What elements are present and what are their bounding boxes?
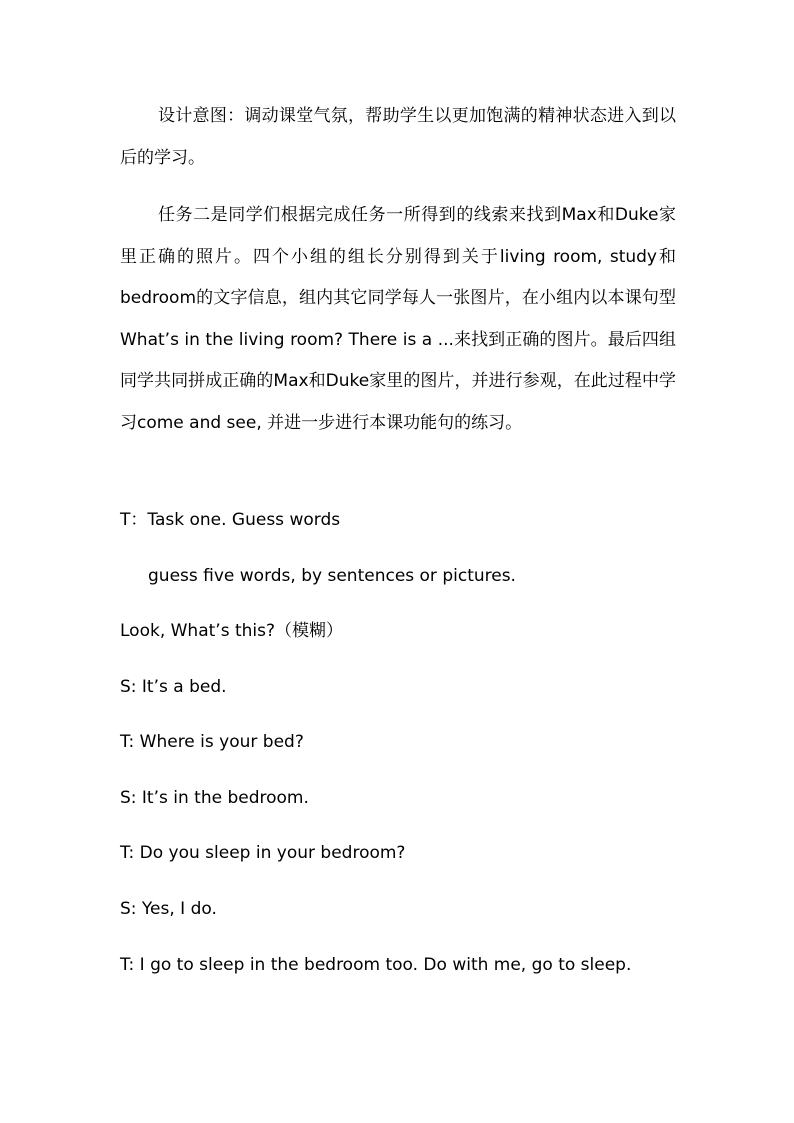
dialogue-line-5: T: Where is your bed? — [120, 732, 304, 752]
dialogue-line-9: T: I go to sleep in the bedroom too. Do with me, go to sleep. — [120, 955, 632, 975]
dialogue-line-1: T：Task one. Guess words — [120, 510, 341, 530]
task-two-paragraph: 任务二是同学们根据完成任务一所得到的线索来找到Max和Duke家里正确的照片。四个小组的组长分别得到关于living room, study和bedroom的文字信息，组内其它同学每人一张图片，在小组内以本课句型What’s in the living room? There is a ...来找到正确的图片。最后四组同学共同拼成正确的Max和Duke家里的图片，并进行参观，在此过程中学习come and see, 并进一步进行本课功能句的练习。 — [120, 205, 676, 433]
dialogue-line-8: S: Yes, I do. — [120, 899, 217, 919]
design-intent-paragraph: 设计意图：调动课堂气氛，帮助学生以更加饱满的精神状态进入到以后的学习。 — [120, 106, 676, 168]
dialogue-line-6: S: It’s in the bedroom. — [120, 788, 309, 808]
dialogue-line-2: guess five words, by sentences or pictures. — [148, 566, 516, 586]
dialogue-line-4: S: It’s a bed. — [120, 677, 227, 697]
dialogue-line-7: T: Do you sleep in your bedroom? — [120, 843, 406, 863]
dialogue-line-3: Look, What’s this?（模糊） — [120, 621, 344, 641]
